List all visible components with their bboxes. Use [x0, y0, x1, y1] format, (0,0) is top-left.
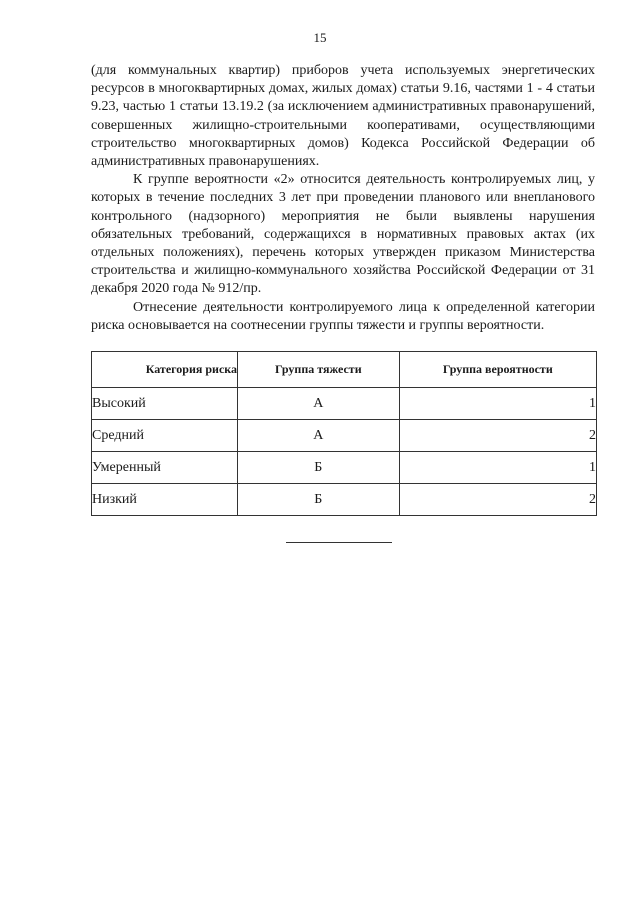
cell-severity: А [238, 388, 400, 420]
cell-severity: Б [238, 484, 400, 516]
paragraph-continuation: (для коммунальных квартир) приборов учета используемых энергетических ресурсов в многоквартирных домах, жилых домах) статьи 9.16, частями 1 - 4 статьи 9.23, частью 1 статьи 13.19.2 (за исключением административных правонарушений, совершенных жилищно-строительными кооперативами, осуществляющими строительство многоквартирных домов) Кодекса Российской Федерации об административных правонарушениях. [91, 63, 595, 170]
paragraph-probability-group-2: К группе вероятности «2» относится деятельность контролируемых лиц, у которых в течение последних 3 лет при проведении планового или внепланового контрольного (надзорного) мероприятия не были выявлены нарушения обязательных требований, содержащихся в нормативных правовых актах (их отдельных положениях), перечень которых утвержден приказом Министерства строительства и жилищно-коммунального хозяйства Российской Федерации от 31 декабря 2020 года № 912/пр. [91, 172, 595, 297]
risk-category-table [91, 351, 597, 516]
document-body [91, 62, 595, 335]
header-severity: Группа тяжести [238, 352, 400, 388]
cell-probability: 1 [399, 388, 596, 420]
document-end-divider [286, 542, 392, 543]
table-row [92, 452, 597, 484]
cell-probability: 2 [399, 484, 596, 516]
header-probability: Группа вероятности [399, 352, 596, 388]
table-header-row [92, 352, 597, 388]
cell-category: Умеренный [92, 452, 238, 484]
cell-probability: 1 [399, 452, 596, 484]
cell-category: Низкий [92, 484, 238, 516]
table-row [92, 484, 597, 516]
cell-probability: 2 [399, 420, 596, 452]
page-number: 15 [313, 30, 327, 45]
paragraph-risk-category-basis: Отнесение деятельности контролируемого лица к определенной категории риска основывается на соотнесении группы тяжести и группы вероятности. [91, 299, 595, 333]
cell-severity: А [238, 420, 400, 452]
cell-severity: Б [238, 452, 400, 484]
cell-category: Высокий [92, 388, 238, 420]
header-category: Категория риска [92, 352, 238, 388]
table-row [92, 388, 597, 420]
table-row [92, 420, 597, 452]
cell-category: Средний [92, 420, 238, 452]
